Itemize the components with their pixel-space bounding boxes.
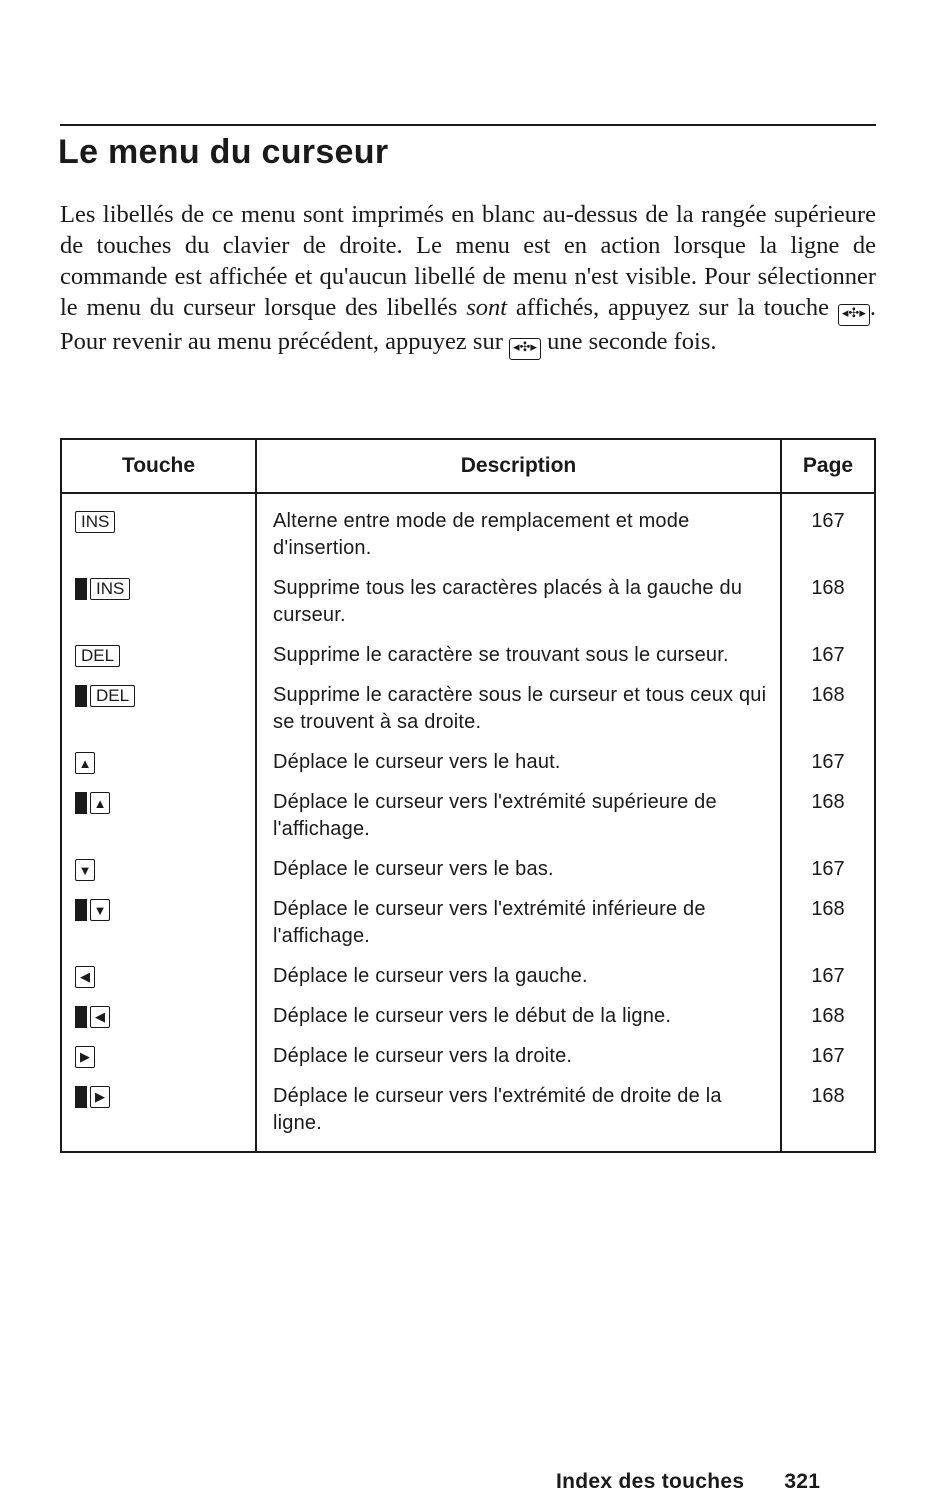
key-combo (75, 645, 255, 667)
shift-key-icon (75, 1086, 87, 1108)
key-cell (61, 1003, 256, 1043)
key-cell (61, 789, 256, 856)
shift-key-icon (75, 792, 87, 814)
key-combo (75, 899, 255, 921)
table-row (61, 493, 875, 575)
description-cell: Alterne entre mode de remplacement et mode d'insertion. (256, 493, 781, 575)
footer-section: Index des touches (556, 1470, 745, 1493)
key-cell (61, 493, 256, 575)
description-cell: Déplace le curseur vers l'extrémité supérieure de l'affichage. (256, 789, 781, 856)
key-combo (75, 792, 255, 814)
intro-text-1: Les libellés de ce menu sont imprimés en blanc au-dessus de la rangée supérieure de touches du clavier de droite. Le menu est en action lorsque la ligne de commande est affichée et qu'aucun libellé de menu n'est visible. Pour sélectionner le menu du curseur lorsque des libellés (60, 201, 876, 321)
table-row (61, 642, 875, 682)
page-cell: 167 (781, 493, 875, 575)
key-combo (75, 578, 255, 600)
key-label: DEL (90, 685, 135, 707)
table-row (61, 682, 875, 749)
table-row (61, 896, 875, 963)
description-cell: Déplace le curseur vers l'extrémité de droite de la ligne. (256, 1083, 781, 1152)
description-cell: Supprime le caractère sous le curseur et tous ceux qui se trouvent à sa droite. (256, 682, 781, 749)
description-cell: Déplace le curseur vers l'extrémité inférieure de l'affichage. (256, 896, 781, 963)
key-cell (61, 1083, 256, 1152)
shift-key-icon (75, 685, 87, 707)
footer-page-number: 321 (784, 1470, 821, 1493)
page-cell: 168 (781, 789, 875, 856)
top-rule (60, 124, 876, 126)
table-header-row (61, 439, 875, 493)
key-combo (75, 966, 255, 988)
description-cell: Déplace le curseur vers la gauche. (256, 963, 781, 1003)
key-cell (61, 682, 256, 749)
key-combo (75, 859, 255, 881)
shift-key-icon (75, 899, 87, 921)
key-cell (61, 896, 256, 963)
page-footer (556, 1470, 820, 1494)
up-arrow-key-icon: ▲ (75, 752, 95, 774)
table-row (61, 856, 875, 896)
left-arrow-key-icon: ◀ (90, 1006, 110, 1028)
cursor-key-table (60, 438, 876, 1153)
description-cell: Déplace le curseur vers le bas. (256, 856, 781, 896)
intro-text-3: . Pour revenir au menu précédent, appuyez sur (60, 294, 876, 355)
page-cell: 168 (781, 896, 875, 963)
key-combo (75, 1046, 255, 1068)
key-cell (61, 642, 256, 682)
table-row (61, 575, 875, 642)
page-cell: 168 (781, 1003, 875, 1043)
table-row (61, 749, 875, 789)
page-cell: 167 (781, 856, 875, 896)
description-cell: Déplace le curseur vers le début de la ligne. (256, 1003, 781, 1043)
description-cell: Déplace le curseur vers la droite. (256, 1043, 781, 1083)
key-combo (75, 685, 255, 707)
down-arrow-key-icon: ▼ (90, 899, 110, 921)
table-row (61, 1043, 875, 1083)
key-label: INS (75, 511, 115, 533)
key-cell (61, 749, 256, 789)
page-title: Le menu du curseur (58, 133, 389, 171)
table-row (61, 789, 875, 856)
key-combo (75, 1086, 255, 1108)
right-arrow-key-icon: ▶ (75, 1046, 95, 1068)
key-combo (75, 511, 255, 533)
cursor-menu-key-icon: ◂✣▸ (838, 304, 870, 326)
header-key: Touche (61, 439, 256, 493)
page-cell: 167 (781, 749, 875, 789)
page-cell: 167 (781, 963, 875, 1003)
intro-text-2: affichés, appuyez sur la touche (507, 294, 838, 321)
down-arrow-key-icon: ▼ (75, 859, 95, 881)
page-cell: 168 (781, 575, 875, 642)
page-cell: 168 (781, 682, 875, 749)
cursor-menu-key-icon: ◂✣▸ (509, 338, 541, 360)
right-arrow-key-icon: ▶ (90, 1086, 110, 1108)
header-page: Page (781, 439, 875, 493)
key-combo (75, 1006, 255, 1028)
page-cell: 167 (781, 1043, 875, 1083)
left-arrow-key-icon: ◀ (75, 966, 95, 988)
page-cell: 168 (781, 1083, 875, 1152)
description-cell: Déplace le curseur vers le haut. (256, 749, 781, 789)
description-cell: Supprime le caractère se trouvant sous le curseur. (256, 642, 781, 682)
shift-key-icon (75, 578, 87, 600)
key-cell (61, 1043, 256, 1083)
key-cell (61, 856, 256, 896)
shift-key-icon (75, 1006, 87, 1028)
intro-text-4: une seconde fois. (540, 328, 717, 355)
key-combo (75, 752, 255, 774)
intro-paragraph (60, 199, 876, 360)
page-cell: 167 (781, 642, 875, 682)
key-cell (61, 963, 256, 1003)
key-cell (61, 575, 256, 642)
up-arrow-key-icon: ▲ (90, 792, 110, 814)
table-row (61, 963, 875, 1003)
table-row (61, 1003, 875, 1043)
key-label: DEL (75, 645, 120, 667)
key-label: INS (90, 578, 130, 600)
header-description: Description (256, 439, 781, 493)
description-cell: Supprime tous les caractères placés à la gauche du curseur. (256, 575, 781, 642)
intro-emphasis: sont (466, 294, 508, 321)
table-row (61, 1083, 875, 1152)
